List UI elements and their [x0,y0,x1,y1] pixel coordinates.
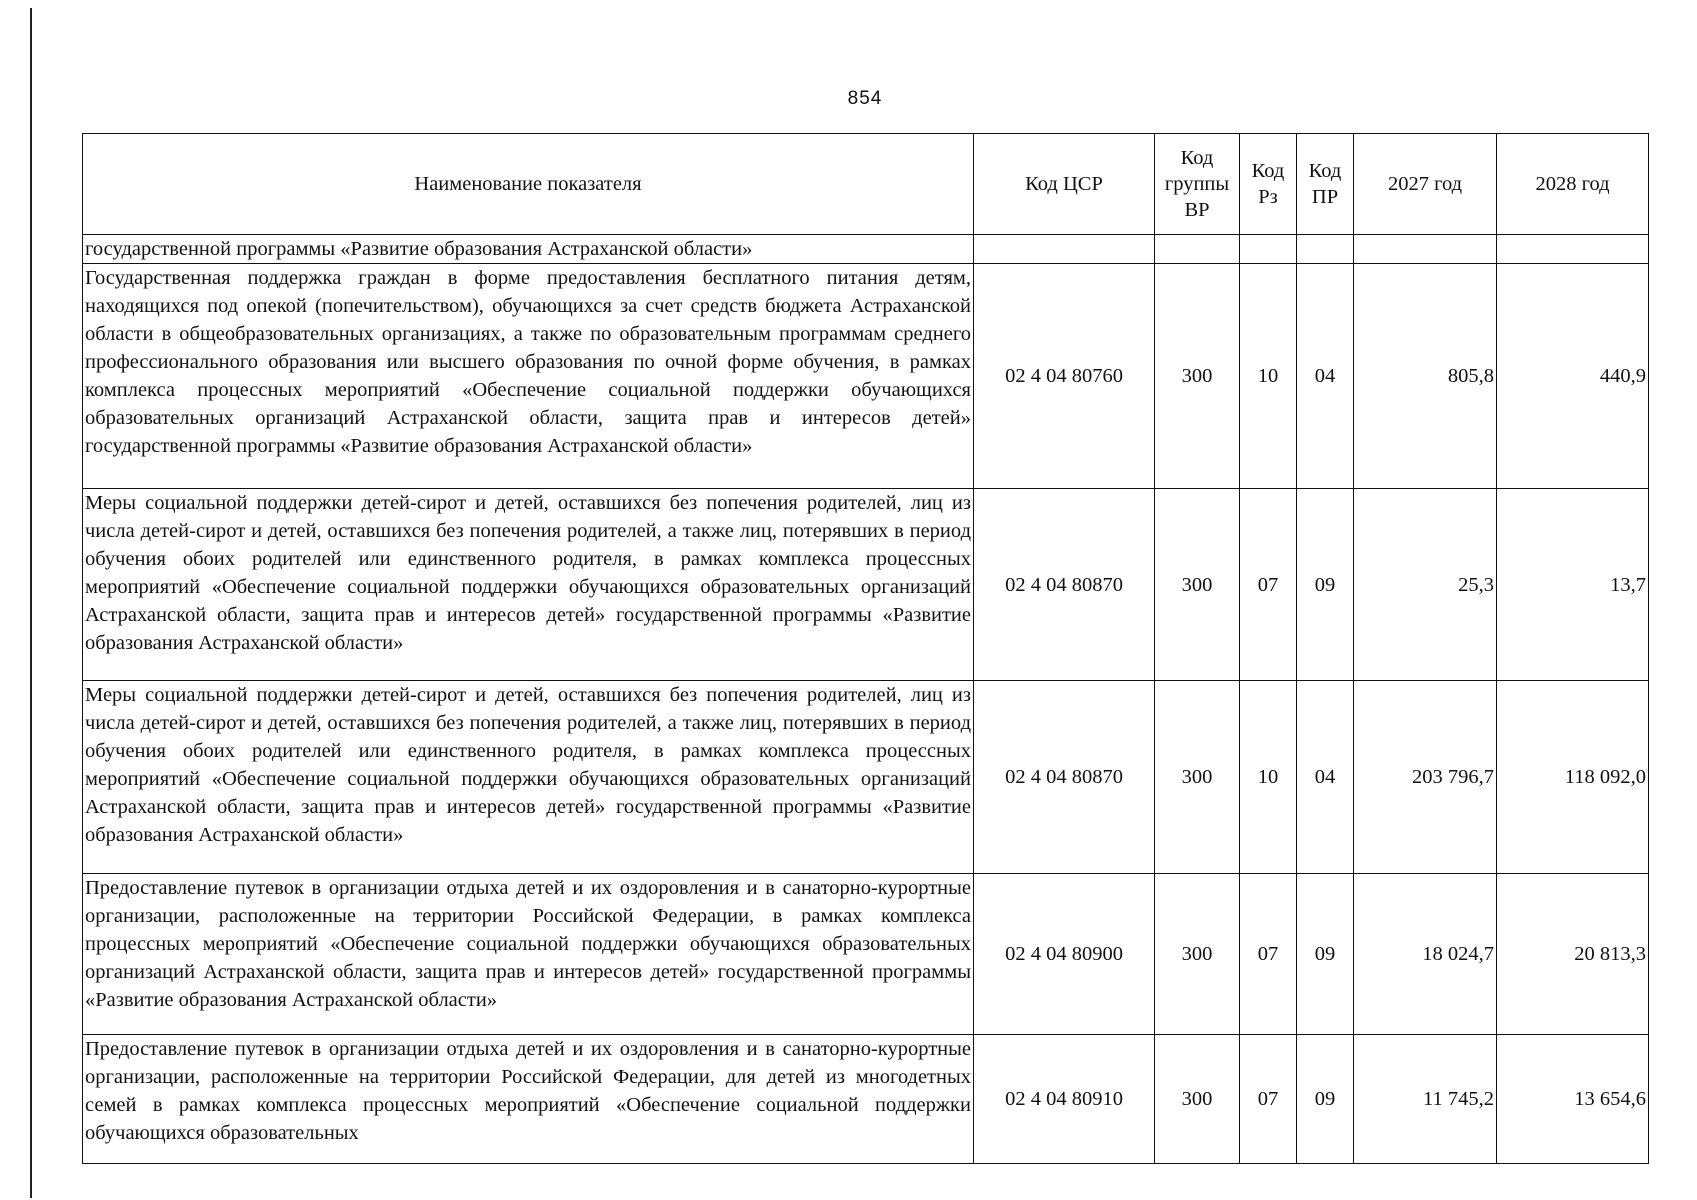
row-2028: 118 092,0 [1497,681,1649,874]
row-vr: 300 [1155,681,1240,874]
row-vr [1155,235,1240,264]
row-vr: 300 [1155,264,1240,489]
table-row [83,874,1649,1035]
header-pr: Код ПР [1297,134,1354,235]
budget-table [82,133,1649,1164]
row-pr: 04 [1297,264,1354,489]
row-pr: 09 [1297,488,1354,681]
row-csr: 02 4 04 80910 [974,1035,1155,1164]
row-csr: 02 4 04 80870 [974,488,1155,681]
row-rz: 07 [1240,874,1297,1035]
row-name: Государственная поддержка граждан в форме предоставления бесплатного питания детям, находящихся под опекой (попечительством), обучающихся за счет средств бюджета Астраханской области в общеобразовательных организациях, а также по образовательным программам среднего профессионального образования или высшего образования по очной форме обучения, в рамках комплекса процессных мероприятий «Обеспечение социальной поддержки обучающихся образовательных организаций Астраханской области, защита прав и интересов детей» государственной программы «Развитие образования Астраханской области» [83,264,974,489]
row-vr: 300 [1155,1035,1240,1164]
page-number: 854 [847,88,883,109]
row-rz: 10 [1240,264,1297,489]
row-name: Меры социальной поддержки детей-сирот и детей, оставшихся без попечения родителей, лиц из числа детей-сирот и детей, оставшихся без попечения родителей, а также лиц, потерявших в период обучения обоих родителей или единственного родителя, в рамках комплекса процессных мероприятий «Обеспечение социальной поддержки обучающихся образовательных организаций Астраханской области, защита прав и интересов детей» государственной программы «Развитие образования Астраханской области» [83,488,974,681]
table-row [83,681,1649,874]
row-2027: 25,3 [1354,488,1497,681]
row-name: Предоставление путевок в организации отдыха детей и их оздоровления и в санаторно-курортные организации, расположенные на территории Российской Федерации, для детей из многодетных семей в рамках комплекса процессных мероприятий «Обеспечение социальной поддержки обучающихся образовательных [83,1035,974,1164]
row-csr: 02 4 04 80760 [974,264,1155,489]
row-2028 [1497,235,1649,264]
row-2028: 13,7 [1497,488,1649,681]
row-2027: 805,8 [1354,264,1497,489]
row-rz [1240,235,1297,264]
header-name: Наименование показателя [83,134,974,235]
row-2028: 13 654,6 [1497,1035,1649,1164]
row-2027 [1354,235,1497,264]
row-pr: 04 [1297,681,1354,874]
row-vr: 300 [1155,488,1240,681]
table-row [83,264,1649,489]
row-2027: 203 796,7 [1354,681,1497,874]
table-row [83,1035,1649,1164]
row-pr: 09 [1297,1035,1354,1164]
row-rz: 10 [1240,681,1297,874]
page-left-rule [30,8,32,1198]
row-name: Предоставление путевок в организации отдыха детей и их оздоровления и в санаторно-курортные организации, расположенные на территории Российской Федерации, в рамках комплекса процессных мероприятий «Обеспечение социальной поддержки обучающихся образовательных организаций Астраханской области, защита прав и интересов детей» государственной программы «Развитие образования Астраханской области» [83,874,974,1035]
row-2028: 20 813,3 [1497,874,1649,1035]
table-row [83,235,1649,264]
header-vr: Код группы ВР [1155,134,1240,235]
row-pr [1297,235,1354,264]
row-rz: 07 [1240,488,1297,681]
header-csr: Код ЦСР [974,134,1155,235]
row-rz: 07 [1240,1035,1297,1164]
row-csr: 02 4 04 80900 [974,874,1155,1035]
row-pr: 09 [1297,874,1354,1035]
table-header-row [83,134,1649,235]
row-2028: 440,9 [1497,264,1649,489]
header-2027: 2027 год [1354,134,1497,235]
row-2027: 18 024,7 [1354,874,1497,1035]
row-vr: 300 [1155,874,1240,1035]
row-2027: 11 745,2 [1354,1035,1497,1164]
table-row [83,488,1649,681]
row-csr [974,235,1155,264]
row-name: Меры социальной поддержки детей-сирот и детей, оставшихся без попечения родителей, лиц из числа детей-сирот и детей, оставшихся без попечения родителей, а также лиц, потерявших в период обучения обоих родителей или единственного родителя, в рамках комплекса процессных мероприятий «Обеспечение социальной поддержки обучающихся образовательных организаций Астраханской области, защита прав и интересов детей» государственной программы «Развитие образования Астраханской области» [83,681,974,874]
row-csr: 02 4 04 80870 [974,681,1155,874]
row-name: государственной программы «Развитие образования Астраханской области» [83,235,974,264]
header-rz: Код Рз [1240,134,1297,235]
header-2028: 2028 год [1497,134,1649,235]
